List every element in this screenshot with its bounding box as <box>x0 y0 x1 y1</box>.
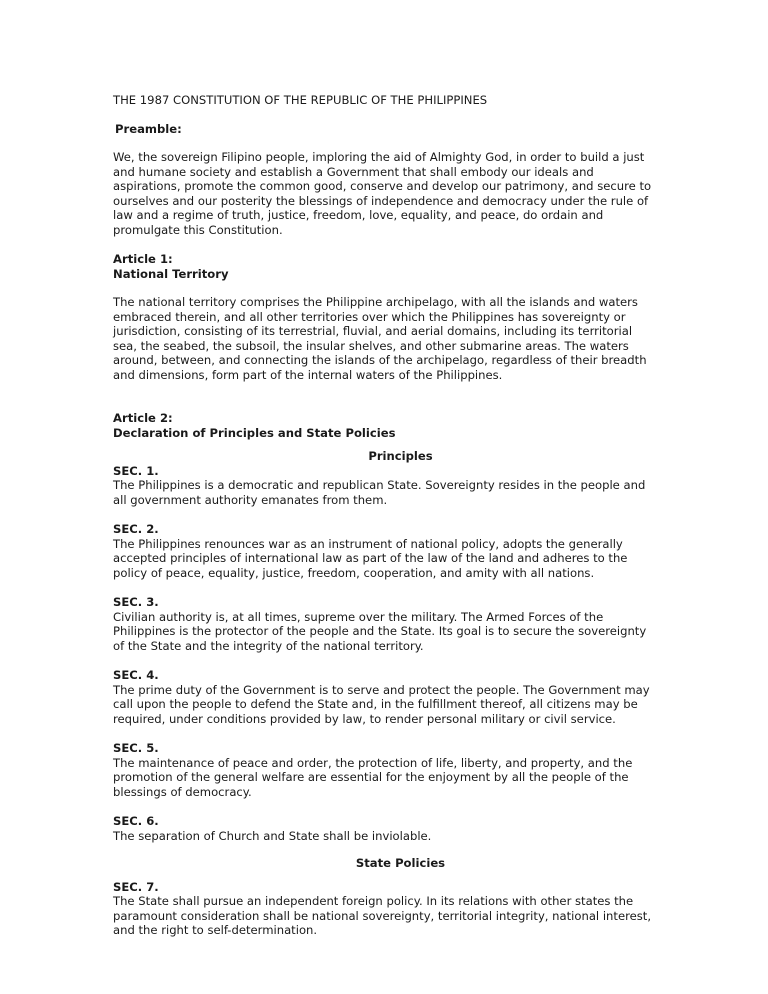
section-3 <box>113 595 658 653</box>
section-1-text: The Philippines is a democratic and republican State. Sovereignty resides in the people and all government authority emanates from them. <box>113 478 646 507</box>
section-4-text: The prime duty of the Government is to serve and protect the people. The Government may call upon the people to defend the State and, in the fulfillment thereof, all citizens may be required, under conditions provided by law, to render personal military or civil service. <box>113 682 650 726</box>
section-3-label: SEC. 3. <box>113 595 159 609</box>
article-1-title: National Territory <box>113 266 229 281</box>
section-7-label: SEC. 7. <box>113 879 159 894</box>
section-7-text: The State shall pursue an independent foreign policy. In its relations with other states the paramount consideration shall be national sovereignty, territorial integrity, national interest, and the right to self-determination. <box>113 894 652 937</box>
section-4 <box>113 668 658 726</box>
section-5 <box>113 741 658 799</box>
section-2-label: SEC. 2. <box>113 522 159 536</box>
section-5-text: The maintenance of peace and order, the protection of life, liberty, and property, and the promotion of the general welfare are essential for the enjoyment by all the people of the blessings of democracy. <box>113 755 633 799</box>
section-3-text: Civilian authority is, at all times, supreme over the military. The Armed Forces of the Philippines is the protector of the people and the State. Its goal is to secure the sovereignty of the State and the integrity of the national territory. <box>113 609 647 653</box>
article-1-number: Article 1: <box>113 252 173 266</box>
section-1-label: SEC. 1. <box>113 463 159 478</box>
state-policies-heading: State Policies <box>355 856 446 870</box>
principles-heading: Principles <box>368 449 433 463</box>
article-1-heading <box>113 252 658 281</box>
section-2-text: The Philippines renounces war as an instrument of national policy, adopts the generally accepted principles of international law as part of the law of the land and adheres to the policy of peace, equality, justice, freedom, cooperation, and amity with all nations. <box>113 536 628 580</box>
section-7 <box>113 880 658 938</box>
section-6-text: The separation of Church and State shall be inviolable. <box>113 828 432 843</box>
document-title: THE 1987 CONSTITUTION OF THE REPUBLIC OF THE PHILIPPINES <box>113 93 488 107</box>
preamble-text: We, the sovereign Filipino people, imploring the aid of Almighty God, in order to build a just and humane society and establish a Government that shall embody our ideals and aspirations, promote the common good, conserve and develop our patrimony, and secure to ourselves and our posterity the blessings of independence and democracy under the rule of law and a regime of truth, justice, freedom, love, equality, and peace, do ordain and promulgate this Constitution. <box>113 150 652 237</box>
section-2 <box>113 522 658 580</box>
article-1-text: The national territory comprises the Philippine archipelago, with all the islands and waters embraced therein, and all other territories over which the Philippines has sovereignty or jurisdiction, consisting of its terrestrial, fluvial, and aerial domains, including its territorial sea, the seabed, the subsoil, the insular shelves, and other submarine areas. The waters around, between, and connecting the islands of the archipelago, regardless of their breadth and dimensions, form part of the internal waters of the Philippines. <box>113 295 647 382</box>
article-2-heading <box>113 411 658 440</box>
section-6-label: SEC. 6. <box>113 814 159 828</box>
section-1 <box>113 464 658 508</box>
article-2-number: Article 2: <box>113 411 173 425</box>
section-4-label: SEC. 4. <box>113 668 159 682</box>
article-2-title: Declaration of Principles and State Policies <box>113 425 396 440</box>
section-6 <box>113 814 658 843</box>
preamble-heading: Preamble: <box>115 121 182 136</box>
section-5-label: SEC. 5. <box>113 741 159 755</box>
